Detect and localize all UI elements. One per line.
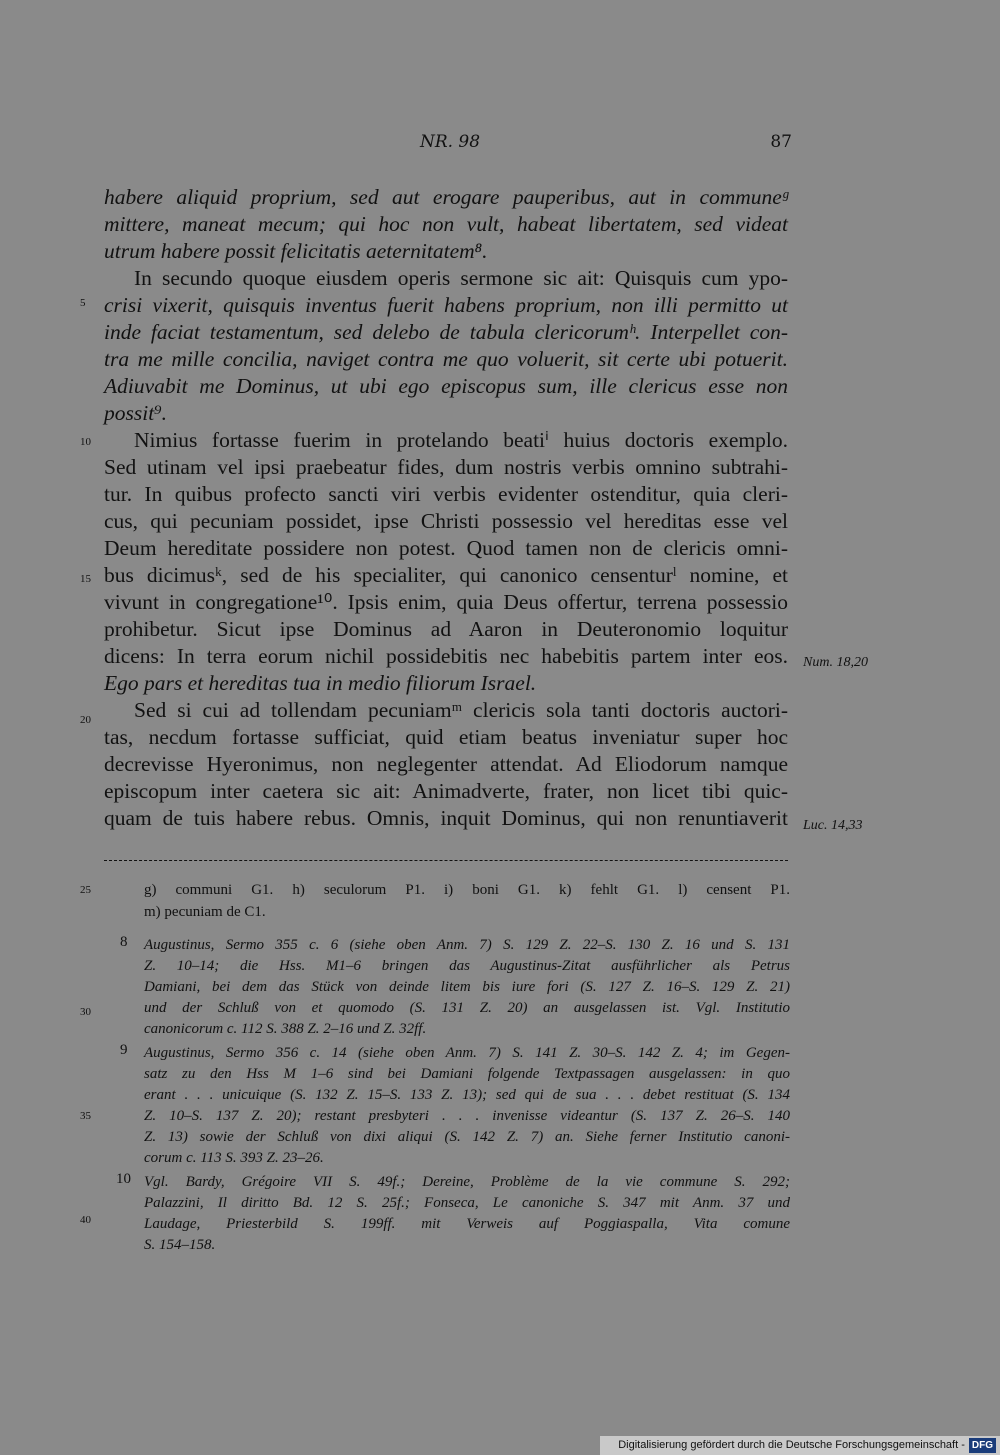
text-line: tra me mille concilia, naviget contra me quo voluerit, sit certe ubi potuerit. [104, 347, 788, 371]
text-line: Sed utinam vel ipsi praebeatur fides, dum nostris verbis omnino subtrahi- [104, 455, 788, 479]
footnote-line: corum c. 113 S. 393 Z. 23–26. [144, 1150, 324, 1166]
footnote-line: Vgl. Bardy, Grégoire VII S. 49f.; Dereine, Problème de la vie commune S. 292; [144, 1174, 790, 1190]
text-line: tur. In quibus profecto sancti viri verbis evidenter ostenditur, quia cleri- [104, 482, 788, 506]
text-line: bus dicimusᵏ, sed de his specialiter, qui canonico censenturˡ nomine, et [104, 563, 788, 587]
footnote-line: S. 154–158. [144, 1237, 216, 1253]
text-line: tas, necdum fortasse sufficiat, quid etiam beatus inveniatur super hoc [104, 725, 788, 749]
footnote-line: erant . . . unicuique (S. 132 Z. 15–S. 133 Z. 13); sed qui de sua . . . debet restituat (S. 134 [144, 1087, 790, 1103]
text-line: mittere, maneat mecum; qui hoc non vult, habeat libertatem, sed videat [104, 212, 788, 236]
banner-text: Digitalisierung gefördert durch die Deutsche Forschungsgemeinschaft - [618, 1439, 965, 1451]
text-line: crisi vixerit, quisquis inventus fuerit habens proprium, non illi permitto ut [104, 293, 788, 317]
footnote-line: canonicorum c. 112 S. 388 Z. 2–16 und Z. 32ff. [144, 1021, 427, 1037]
text-line: In secundo quoque eiusdem operis sermone sic ait: Quisquis cum ypo- [134, 266, 788, 290]
text-line: Deum hereditate possidere non potest. Quod tamen non de clericis omni- [104, 536, 788, 560]
text-line: Nimius fortasse fuerim in protelando beatiⁱ huius doctoris exemplo. [134, 428, 788, 452]
running-title: NR. 98 [419, 132, 481, 152]
page-number: 87 [770, 132, 792, 152]
footnote-line: Z. 10–14; die Hss. M1–6 bringen das Augustinus-Zitat ausführlicher als Petrus [144, 958, 790, 974]
footnote-line: Laudage, Priesterbild S. 199ff. mit Verweis auf Poggiaspalla, Vita comune [144, 1216, 790, 1232]
footnote-line: Z. 13) sowie der Schluß von dixi aliqui (S. 142 Z. 7) an. Siehe ferner Institutio canoni- [144, 1129, 790, 1145]
text-line: episcopum inter caetera sic ait: Animadverte, frater, non licet tibi quic- [104, 779, 788, 803]
footnote-number: 8 [120, 934, 128, 950]
text-line: Adiuvabit me Dominus, ut ubi ego episcopus sum, ille clericus esse non [104, 374, 788, 398]
text-line: inde faciat testamentum, sed delebo de tabula clericorumʰ. Interpellet con- [104, 320, 788, 344]
line-number: 35 [80, 1110, 91, 1122]
margin-reference: Luc. 14,33 [803, 818, 863, 833]
digitization-banner [600, 1436, 1000, 1455]
dfg-logo: DFG [969, 1438, 996, 1453]
footnote-line: und der Schluß von et quomodo (S. 131 Z. 20) an ausgelassen ist. Vgl. Institutio [144, 1000, 790, 1016]
margin-reference: Num. 18,20 [803, 655, 868, 670]
line-number: 40 [80, 1214, 91, 1226]
text-line: dicens: In terra eorum nichil possidebitis nec habebitis partem inter eos. [104, 644, 788, 668]
footnote-line: Palazzini, Il diritto Bd. 12 S. 25f.; Fonseca, Le canoniche S. 347 mit Anm. 37 und [144, 1195, 790, 1211]
footnote-number: 10 [116, 1171, 131, 1187]
footnote-line: Augustinus, Sermo 356 c. 14 (siehe oben Anm. 7) S. 141 Z. 30–S. 142 Z. 4; im Gegen- [144, 1045, 790, 1061]
footnote-number: 9 [120, 1042, 128, 1058]
text-line: utrum habere possit felicitatis aeternitatem⁸. [104, 239, 488, 263]
line-number: 20 [80, 714, 91, 726]
line-number: 5 [80, 297, 86, 309]
text-line: cus, qui pecuniam possidet, ipse Christi possessio vel hereditas esse vel [104, 509, 788, 533]
line-number: 30 [80, 1006, 91, 1018]
line-number: 25 [80, 884, 91, 896]
text-line: possit⁹. [104, 401, 168, 425]
text-line: quam de tuis habere rebus. Omnis, inquit Dominus, qui non renuntiaverit [104, 806, 788, 830]
footnote-line: satz zu den Hss M 1–6 sind bei Damiani folgende Textpassagen ausgelassen: in quo [144, 1066, 790, 1082]
line-number: 10 [80, 436, 91, 448]
text-line: vivunt in congregatione¹⁰. Ipsis enim, quia Deus offertur, terrena possessio [104, 590, 788, 614]
footnote-line: Damiani, bei dem das Stück von deinde litem bis iure fori (S. 127 Z. 16–S. 129 Z. 21) [144, 979, 790, 995]
text-line: decrevisse Hyeronimus, non neglegenter attendat. Ad Eliodorum namque [104, 752, 788, 776]
footnote-rule [104, 860, 788, 861]
text-line: Sed si cui ad tollendam pecuniamᵐ clericis sola tanti doctoris auctori- [134, 698, 788, 722]
apparatus-line: g) communi G1. h) seculorum P1. i) boni G1. k) fehlt G1. l) censent P1. [144, 882, 790, 898]
text-line: prohibetur. Sicut ipse Dominus ad Aaron in Deuteronomio loquitur [104, 617, 788, 641]
footnote-line: Augustinus, Sermo 355 c. 6 (siehe oben Anm. 7) S. 129 Z. 22–S. 130 Z. 16 und S. 131 [144, 937, 790, 953]
text-line: Ego pars et hereditas tua in medio filiorum Israel. [104, 671, 537, 695]
footnote-line: Z. 10–S. 137 Z. 20); restant presbyteri . . . invenisse videantur (S. 137 Z. 26–S. 140 [144, 1108, 790, 1124]
text-line: habere aliquid proprium, sed aut erogare pauperibus, aut in communeᵍ [104, 185, 788, 209]
line-number: 15 [80, 573, 91, 585]
apparatus-line: m) pecuniam de C1. [144, 904, 266, 920]
